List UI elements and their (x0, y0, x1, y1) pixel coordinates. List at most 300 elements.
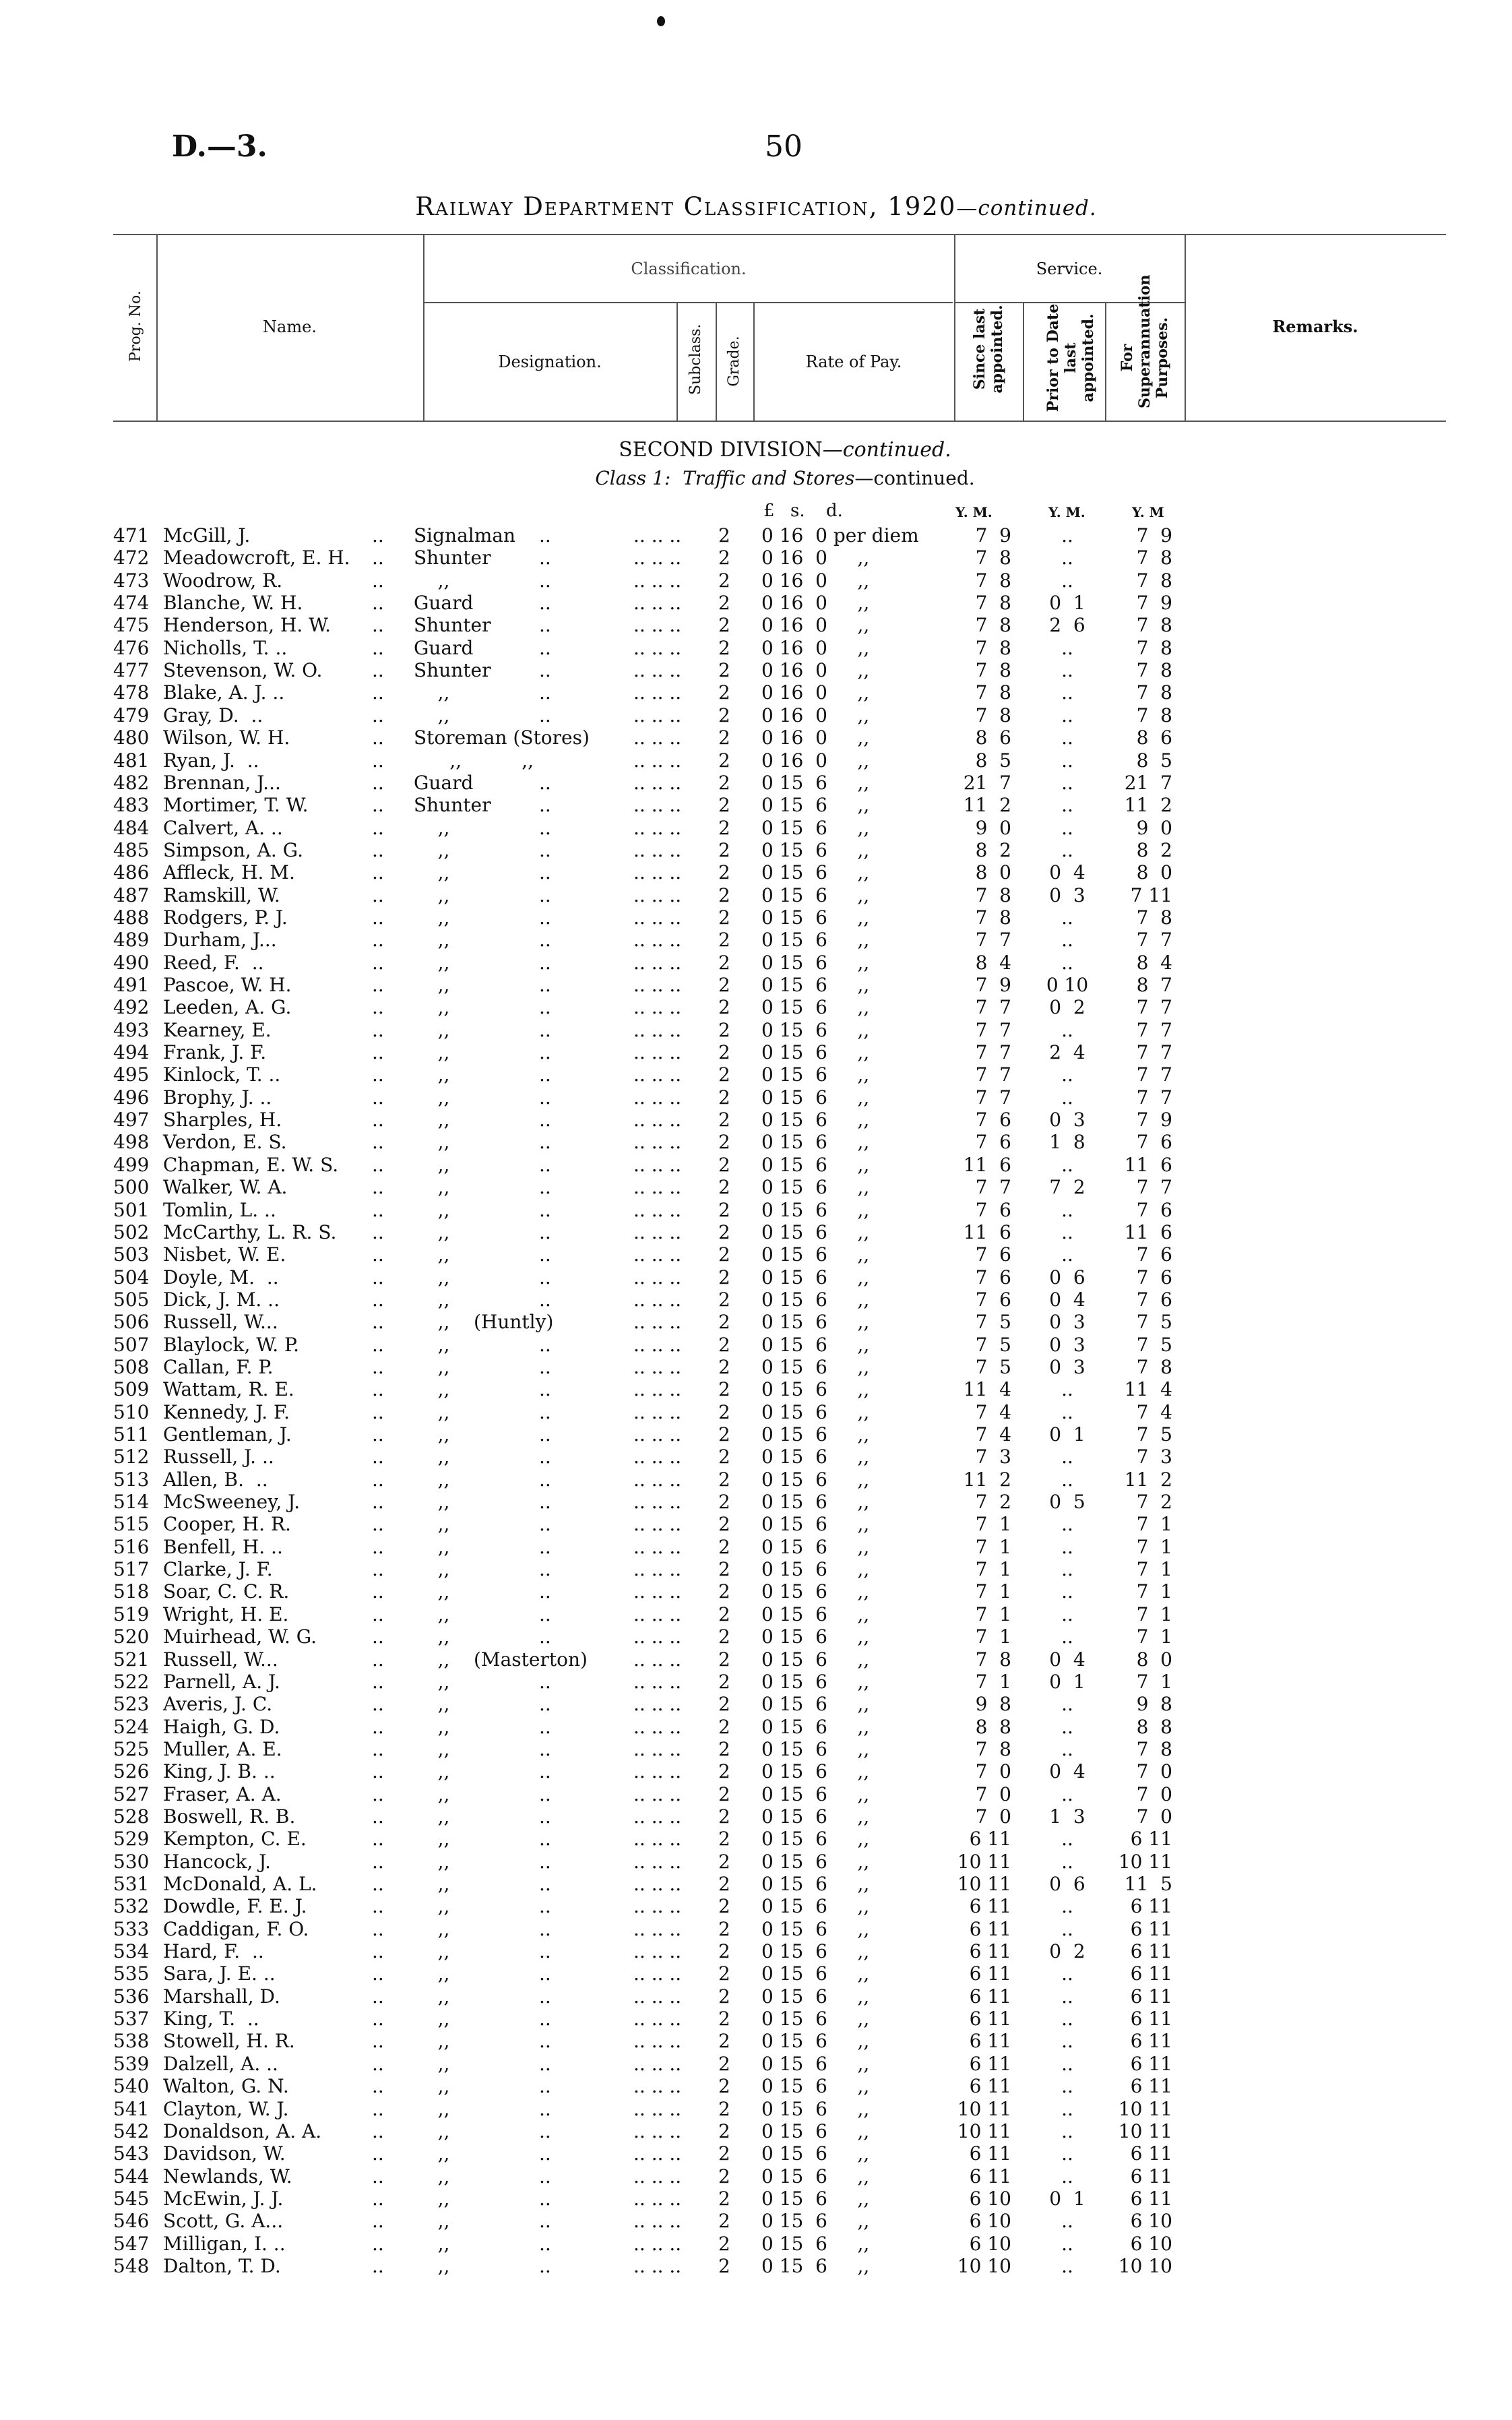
grade: 2 (718, 816, 730, 839)
leader-dots: .. .. .. (633, 1648, 682, 1671)
table-row (0, 1289, 1512, 1311)
employee-name: Scott, G. A... (163, 2210, 284, 2233)
service-prior: 0 3 (1049, 1355, 1085, 1378)
service-prior: .. (1061, 2232, 1073, 2255)
table-row (0, 996, 1512, 1018)
table-row (0, 547, 1512, 569)
leader-dots: .. (539, 951, 551, 974)
employee-name: Henderson, H. W. (163, 614, 331, 637)
rate-of-pay: 0 15 6 ,, (761, 2008, 870, 2030)
service-prior: 0 4 (1049, 1288, 1085, 1311)
leader-dots: .. (372, 1355, 384, 1378)
rate-of-pay: 0 15 6 ,, (761, 1311, 870, 1334)
rate-of-pay: 0 15 6 ,, (761, 2210, 870, 2233)
designation: ,, (414, 1873, 450, 1895)
leader-dots: .. .. .. (633, 1311, 682, 1334)
service-since: 7 6 (975, 1109, 1011, 1131)
service-since: 8 8 (975, 1715, 1011, 1738)
employee-name: Tomlin, L. .. (163, 1198, 276, 1221)
service-since: 7 1 (975, 1603, 1011, 1625)
class-name: Traffic and Stores (683, 467, 855, 489)
service-prior: .. (1061, 1715, 1073, 1738)
service-since: 7 8 (975, 659, 1011, 682)
service-since: 6 11 (969, 1962, 1011, 1985)
header-grade: Grade. (726, 336, 743, 387)
service-super: 7 6 (1136, 1131, 1172, 1154)
table-row (0, 1199, 1512, 1221)
service-super: 10 11 (1118, 2119, 1172, 2142)
rate-of-pay: 0 15 6 ,, (761, 1220, 870, 1243)
service-since: 6 11 (969, 1895, 1011, 1918)
employee-name: Wilson, W. H. (163, 726, 290, 749)
employee-name: Walton, G. N. (163, 2075, 289, 2098)
employee-name: Donaldson, A. A. (163, 2119, 322, 2142)
header-designation: Designation. (498, 352, 602, 371)
service-super: 7 3 (1136, 1446, 1172, 1468)
service-super: 7 6 (1136, 1243, 1172, 1266)
service-since: 7 1 (975, 1670, 1011, 1693)
prog-no: 546 (113, 2210, 150, 2233)
leader-dots: .. (539, 1535, 551, 1558)
employee-name: Wright, H. E. (163, 1603, 289, 1625)
rate-of-pay: 0 15 6 ,, (761, 2142, 870, 2165)
rate-of-pay: 0 15 6 ,, (761, 1378, 870, 1401)
leader-dots: .. .. .. (633, 681, 682, 704)
employee-name: McEwin, J. J. (163, 2187, 284, 2210)
grade: 2 (718, 1109, 730, 1131)
service-since: 7 8 (975, 704, 1011, 726)
leader-dots: .. (539, 569, 551, 592)
leader-dots: .. .. .. (633, 547, 682, 569)
grade: 2 (718, 1805, 730, 1828)
leader-dots: .. (372, 1198, 384, 1221)
rate-of-pay: 0 15 6 ,, (761, 1513, 870, 1536)
grade: 2 (718, 1985, 730, 2008)
service-super: 10 11 (1118, 1850, 1172, 1873)
service-super: 7 6 (1136, 1288, 1172, 1311)
leader-dots: .. .. .. (633, 1266, 682, 1289)
employee-name: Ramskill, W. (163, 883, 280, 906)
service-super: 7 7 (1136, 1176, 1172, 1199)
service-prior: .. (1061, 1558, 1073, 1581)
designation: ,, (414, 1603, 450, 1625)
leader-dots: .. (372, 1220, 384, 1243)
employee-name: Ryan, J. .. (163, 749, 259, 772)
designation: ,, (414, 1625, 450, 1648)
service-since: 7 8 (975, 1648, 1011, 1671)
rate-of-pay: 0 15 6 ,, (761, 2165, 870, 2188)
service-super: 7 1 (1136, 1625, 1172, 1648)
service-super: 7 7 (1136, 1086, 1172, 1109)
leader-dots: .. .. .. (633, 1446, 682, 1468)
leader-dots: .. (372, 951, 384, 974)
table-row (0, 2233, 1512, 2255)
prog-no: 483 (113, 794, 150, 817)
service-super: 7 8 (1136, 636, 1172, 659)
grade: 2 (718, 974, 730, 996)
leader-dots: .. (372, 1535, 384, 1558)
leader-dots: .. .. .. (633, 659, 682, 682)
employee-name: Leeden, A. G. (163, 996, 292, 1019)
leader-dots: .. (539, 2008, 551, 2030)
rate-of-pay: 0 15 6 ,, (761, 1109, 870, 1131)
service-since: 7 8 (975, 636, 1011, 659)
table-row (0, 1603, 1512, 1625)
service-since: 7 0 (975, 1805, 1011, 1828)
designation: Guard (414, 592, 474, 615)
service-prior: .. (1061, 1243, 1073, 1266)
designation: ,, (414, 1153, 450, 1176)
header-classification: Classification. (631, 259, 747, 278)
leader-dots: .. .. .. (633, 1355, 682, 1378)
prog-no: 547 (113, 2232, 150, 2255)
leader-dots: .. (372, 659, 384, 682)
prog-no: 496 (113, 1086, 150, 1109)
service-prior: .. (1061, 794, 1073, 817)
header-prior-to-date: Prior to Date last appointed. (1044, 303, 1097, 412)
unit-pence: d. (826, 501, 843, 521)
leader-dots: .. .. .. (633, 1962, 682, 1985)
rate-of-pay: 0 15 6 ,, (761, 996, 870, 1019)
designation: ,, (414, 1176, 450, 1199)
employee-name: Stevenson, W. O. (163, 659, 323, 682)
service-since: 7 1 (975, 1558, 1011, 1581)
service-since: 7 8 (975, 883, 1011, 906)
table-row (0, 614, 1512, 636)
leader-dots: .. (539, 1850, 551, 1873)
table-row (0, 794, 1512, 816)
rate-of-pay: 0 15 6 ,, (761, 1041, 870, 1064)
prog-no: 517 (113, 1558, 150, 1581)
leader-dots: .. (372, 1266, 384, 1289)
leader-dots: .. (372, 1873, 384, 1895)
leader-dots: .. (372, 749, 384, 772)
leader-dots: .. (372, 1446, 384, 1468)
table-row (0, 1131, 1512, 1153)
leader-dots: .. (539, 547, 551, 569)
leader-dots: .. (372, 816, 384, 839)
prog-no: 516 (113, 1535, 150, 1558)
leader-dots: .. (539, 1895, 551, 1918)
leader-dots: .. (539, 2030, 551, 2053)
designation: ,, (414, 974, 450, 996)
leader-dots: .. (539, 1220, 551, 1243)
leader-dots: .. (372, 1962, 384, 1985)
rate-of-pay: 0 16 0 ,, (761, 569, 870, 592)
leader-dots: .. (539, 2142, 551, 2165)
table-row (0, 1063, 1512, 1086)
rate-of-pay: 0 15 6 ,, (761, 2232, 870, 2255)
leader-dots: .. (372, 2052, 384, 2075)
header-name: Name. (263, 317, 317, 336)
leader-dots: .. .. .. (633, 636, 682, 659)
leader-dots: .. .. .. (633, 726, 682, 749)
designation: ,, (414, 996, 450, 1019)
employee-name: Russell, W... (163, 1648, 278, 1671)
grade: 2 (718, 906, 730, 929)
grade: 2 (718, 1446, 730, 1468)
prog-no: 519 (113, 1603, 150, 1625)
leader-dots: .. .. .. (633, 1625, 682, 1648)
service-super: 7 2 (1136, 1491, 1172, 1514)
leader-dots: .. .. .. (633, 1176, 682, 1199)
service-super: 7 1 (1136, 1535, 1172, 1558)
employee-name: Simpson, A. G. (163, 838, 303, 861)
leader-dots: .. .. .. (633, 1400, 682, 1423)
leader-dots: .. (372, 1940, 384, 1963)
grade: 2 (718, 1018, 730, 1041)
leader-dots: .. (539, 592, 551, 615)
employee-name: Milligan, I. .. (163, 2232, 286, 2255)
leader-dots: .. .. .. (633, 1513, 682, 1536)
leader-dots: .. (539, 906, 551, 929)
service-since: 8 2 (975, 838, 1011, 861)
prog-no: 536 (113, 1985, 150, 2008)
rate-of-pay: 0 15 6 ,, (761, 2097, 870, 2120)
service-prior: .. (1061, 1513, 1073, 1536)
employee-name: Sara, J. E. .. (163, 1962, 276, 1985)
leader-dots: .. (372, 726, 384, 749)
prog-no: 491 (113, 974, 150, 996)
service-prior: 0 6 (1049, 1266, 1085, 1289)
leader-dots: .. .. .. (633, 1378, 682, 1401)
leader-dots: .. (372, 794, 384, 817)
leader-dots: .. .. .. (633, 1850, 682, 1873)
service-since: 7 6 (975, 1288, 1011, 1311)
leader-dots: .. (372, 1670, 384, 1693)
table-row (0, 974, 1512, 996)
leader-dots: .. .. .. (633, 614, 682, 637)
service-since: 8 0 (975, 861, 1011, 884)
table-row (0, 1918, 1512, 1940)
service-prior: .. (1061, 1446, 1073, 1468)
rate-of-pay: 0 15 6 ,, (761, 1266, 870, 1289)
leader-dots: .. .. .. (633, 2052, 682, 2075)
table-row (0, 1558, 1512, 1580)
table-row (0, 1783, 1512, 1805)
employee-name: Blake, A. J. .. (163, 681, 285, 704)
prog-no: 528 (113, 1805, 150, 1828)
leader-dots: .. (539, 2097, 551, 2120)
designation: ,, (414, 704, 450, 726)
table-row (0, 1851, 1512, 1873)
grade: 2 (718, 659, 730, 682)
service-super: 21 7 (1124, 771, 1172, 794)
leader-dots: .. (372, 2142, 384, 2165)
leader-dots: .. .. .. (633, 1737, 682, 1760)
rate-of-pay: 0 15 6 ,, (761, 1491, 870, 1514)
table-row (0, 1154, 1512, 1176)
employee-name: King, T. .. (163, 2008, 259, 2030)
unit-super-ym: Y. M (1132, 504, 1164, 520)
rate-of-pay: 0 15 6 ,, (761, 1782, 870, 1805)
service-super: 6 11 (1130, 2187, 1172, 2210)
rate-of-pay: 0 15 6 ,, (761, 1850, 870, 1873)
grade: 2 (718, 1131, 730, 1154)
rate-of-pay: 0 15 6 ,, (761, 1715, 870, 1738)
table-row (0, 884, 1512, 906)
rate-of-pay: 0 15 6 ,, (761, 838, 870, 861)
service-super: 7 7 (1136, 1018, 1172, 1041)
grade: 2 (718, 569, 730, 592)
designation: ,, (414, 1580, 450, 1603)
prog-no: 477 (113, 659, 150, 682)
designation: ,, (414, 1940, 450, 1963)
designation: ,, (414, 1850, 450, 1873)
employee-name: Chapman, E. W. S. (163, 1153, 339, 1176)
grade: 2 (718, 1041, 730, 1064)
employee-name: Soar, C. C. R. (163, 1580, 290, 1603)
leader-dots: .. (372, 1513, 384, 1536)
service-super: 8 5 (1136, 749, 1172, 772)
table-row (0, 2008, 1512, 2030)
leader-dots: .. (372, 1109, 384, 1131)
leader-dots: .. (372, 2165, 384, 2188)
service-prior: .. (1061, 636, 1073, 659)
service-prior: .. (1061, 1063, 1073, 1086)
grade: 2 (718, 1220, 730, 1243)
designation: ,, (414, 1378, 450, 1401)
designation: ,, (414, 1693, 450, 1716)
grade: 2 (718, 794, 730, 817)
leader-dots: .. (539, 1446, 551, 1468)
leader-dots: .. (372, 1828, 384, 1851)
rate-of-pay: 0 15 6 ,, (761, 1086, 870, 1109)
prog-no: 482 (113, 771, 150, 794)
rate-of-pay: 0 15 6 ,, (761, 1018, 870, 1041)
grade: 2 (718, 704, 730, 726)
service-super: 7 8 (1136, 704, 1172, 726)
table-row (0, 2030, 1512, 2052)
leader-dots: .. .. .. (633, 996, 682, 1019)
leader-dots: .. .. .. (633, 838, 682, 861)
designation: ,, (414, 1782, 450, 1805)
grade: 2 (718, 1288, 730, 1311)
service-since: 7 1 (975, 1625, 1011, 1648)
designation: ,, (414, 2075, 450, 2098)
prog-no: 534 (113, 1940, 150, 1963)
employee-name: Caddigan, F. O. (163, 1917, 309, 1940)
service-since: 10 10 (957, 2254, 1011, 2277)
rate-of-pay: 0 15 6 ,, (761, 2075, 870, 2098)
service-since: 7 6 (975, 1266, 1011, 1289)
leader-dots: .. (372, 1153, 384, 1176)
prog-no: 529 (113, 1828, 150, 1851)
leader-dots: .. (372, 2210, 384, 2233)
leader-dots: .. (539, 771, 551, 794)
service-prior: .. (1061, 1962, 1073, 1985)
leader-dots: .. (539, 659, 551, 682)
service-since: 7 7 (975, 1018, 1011, 1041)
service-since: 6 11 (969, 1940, 1011, 1963)
designation: ,, (414, 1333, 450, 1356)
service-prior: 2 4 (1049, 1041, 1085, 1064)
service-super: 8 0 (1136, 1648, 1172, 1671)
grade: 2 (718, 1962, 730, 1985)
employee-name: Kennedy, J. F. (163, 1400, 290, 1423)
section-heading (0, 438, 1512, 462)
leader-dots: .. (372, 1782, 384, 1805)
service-prior: .. (1061, 951, 1073, 974)
grade: 2 (718, 2075, 730, 2098)
leader-dots: .. .. .. (633, 1873, 682, 1895)
employee-name: Gentleman, J. (163, 1423, 292, 1446)
prog-no: 520 (113, 1625, 150, 1648)
service-super: 9 0 (1136, 816, 1172, 839)
service-since: 7 7 (975, 1176, 1011, 1199)
table-row (0, 1985, 1512, 2008)
rate-of-pay: 0 15 6 ,, (761, 1558, 870, 1581)
grade: 2 (718, 1737, 730, 1760)
grade: 2 (718, 1670, 730, 1693)
designation: Guard (414, 636, 474, 659)
grade: 2 (718, 636, 730, 659)
employee-name: Hard, F. .. (163, 1940, 264, 1963)
service-super: 6 11 (1130, 2165, 1172, 2188)
leader-dots: .. (539, 2254, 551, 2277)
employee-name: Rodgers, P. J. (163, 906, 288, 929)
service-since: 7 8 (975, 681, 1011, 704)
prog-no: 501 (113, 1198, 150, 1221)
table-row (0, 1716, 1512, 1738)
service-since: 7 3 (975, 1446, 1011, 1468)
prog-no: 492 (113, 996, 150, 1019)
service-super: 7 11 (1130, 883, 1172, 906)
leader-dots: .. (539, 524, 551, 547)
service-super: 8 8 (1136, 1715, 1172, 1738)
table-row (0, 1468, 1512, 1491)
leader-dots: .. (372, 1176, 384, 1199)
employee-name: Kinlock, T. .. (163, 1063, 281, 1086)
service-prior: .. (1061, 1895, 1073, 1918)
prog-no: 542 (113, 2119, 150, 2142)
service-since: 9 8 (975, 1693, 1011, 1716)
leader-dots: .. (539, 2232, 551, 2255)
grade: 2 (718, 749, 730, 772)
leader-dots: .. (539, 816, 551, 839)
service-since: 7 7 (975, 1063, 1011, 1086)
designation: ,, (414, 929, 450, 952)
leader-dots: .. (539, 1063, 551, 1086)
service-super: 6 11 (1130, 1828, 1172, 1851)
table-row (0, 1423, 1512, 1446)
service-super: 11 5 (1124, 1873, 1172, 1895)
table-row (0, 772, 1512, 794)
service-super: 11 6 (1124, 1220, 1172, 1243)
grade: 2 (718, 726, 730, 749)
leader-dots: .. (539, 1153, 551, 1176)
leader-dots: .. .. .. (633, 749, 682, 772)
service-since: 6 10 (969, 2187, 1011, 2210)
employee-name: Marshall, D. (163, 1985, 280, 2008)
grade: 2 (718, 1715, 730, 1738)
table-row (0, 839, 1512, 861)
leader-dots: .. .. .. (633, 1985, 682, 2008)
service-since: 11 6 (963, 1220, 1011, 1243)
prog-no: 479 (113, 704, 150, 726)
grade: 2 (718, 1333, 730, 1356)
grade: 2 (718, 861, 730, 884)
service-since: 10 11 (957, 1850, 1011, 1873)
table-row (0, 1221, 1512, 1243)
prog-no: 541 (113, 2097, 150, 2120)
table-row (0, 1491, 1512, 1513)
employee-name: Sharples, H. (163, 1109, 282, 1131)
service-super: 10 10 (1118, 2254, 1172, 2277)
leader-dots: .. (539, 1580, 551, 1603)
service-prior: .. (1061, 1018, 1073, 1041)
employee-name: Hancock, J. (163, 1850, 272, 1873)
